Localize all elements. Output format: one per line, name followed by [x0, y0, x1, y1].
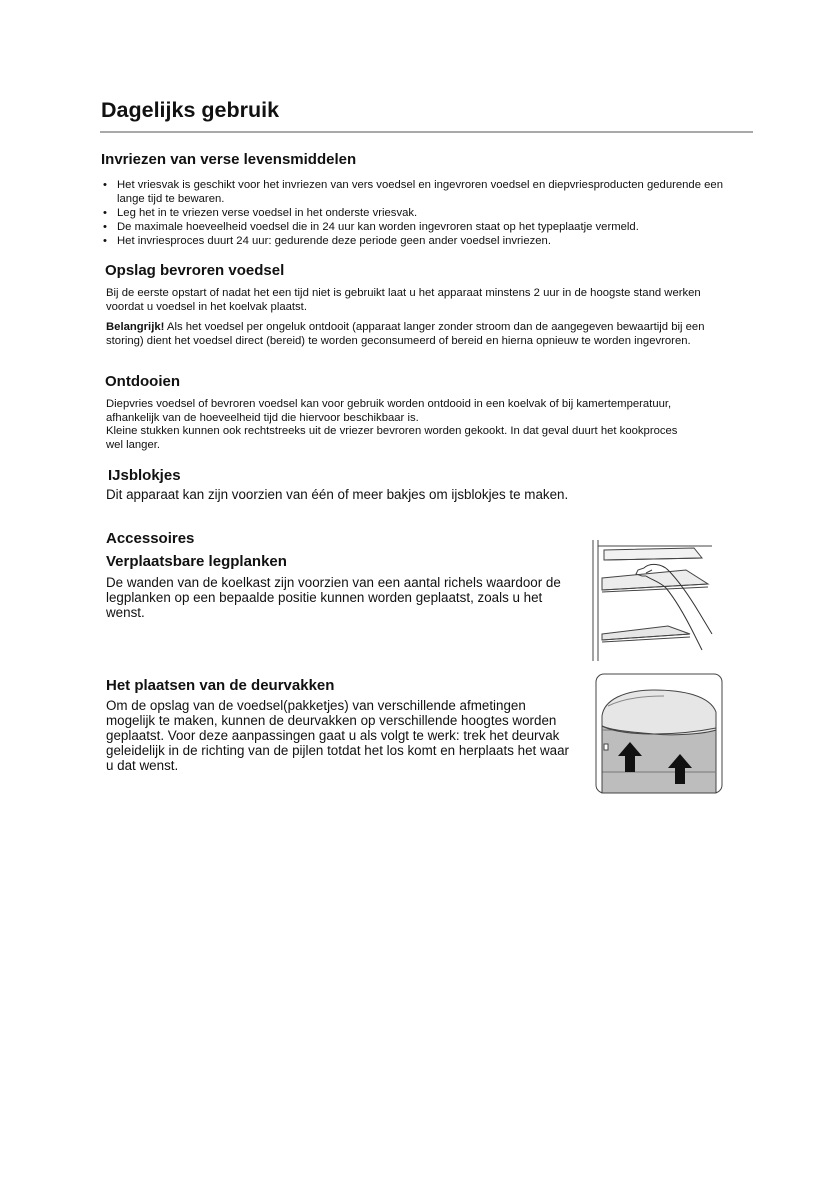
list-item: • Leg het in te vriezen verse voedsel in het onderste vriesvak.: [103, 206, 418, 219]
shelves-illustration: [590, 540, 714, 662]
bullet-icon: •: [103, 206, 107, 219]
storage-important-paragraph: Belangrijk! Als het voedsel per ongeluk ontdooit (apparaat langer zonder stroom dan de aangegeven bewaartijd bij een storing) dient het voedsel direct (bereid) te worden geconsumeerd of bereid en hierna opnieuw te worden ingevroren.: [106, 321, 705, 347]
storage-body: [106, 287, 706, 355]
list-item: • Het vriesvak is geschikt voor het invriezen van vers voedsel en ingevroren voedsel en diepvriesproducten gedurende een lange tijd te bewaren.: [103, 179, 723, 205]
storage-paragraph: Bij de eerste opstart of nadat het een tijd niet is gebruikt laat u het apparaat minstens 2 uur in de hoogste stand werken voordat u voedsel in het koelvak plaatst.: [106, 287, 701, 313]
door-text: Om de opslag van de voedsel(pakketjes) van verschillende afmetingen mogelijk te maken, kunnen de deurvakken op verschillende hoogtes worden geplaatst. Voor deze aanpassingen gaat u als volgt te werk: trek het deurvak geleidelijk in de richting van de pijlen totdat het los komt en herplaats het waar u dat wenst.: [106, 698, 569, 773]
thaw-paragraph-2: Kleine stukken kunnen ook rechtstreeks uit de vriezer bevroren worden gekookt. In dat geval duurt het kookproces wel langer.: [106, 425, 678, 451]
bullet-icon: •: [103, 235, 107, 248]
subsection-heading-door: Het plaatsen van de deurvakken: [106, 677, 335, 694]
freeze-bullet-list: [103, 179, 723, 250]
section-heading-thaw: Ontdooien: [105, 373, 180, 390]
section-heading-storage: Opslag bevroren voedsel: [105, 262, 285, 279]
title-divider: [100, 131, 753, 133]
ice-text: Dit apparaat kan zijn voorzien van één of meer bakjes om ijsblokjes te maken.: [106, 487, 569, 502]
door-bin-illustration: [594, 672, 724, 794]
thaw-paragraph-1: Diepvries voedsel of bevroren voedsel kan voor gebruik worden ontdooid in een koelvak of bij kamertemperatuur, afhankelijk van de hoeveelheid tijd die hiervoor beschikbaar is.: [106, 398, 672, 424]
section-heading-freeze: Invriezen van verse levensmiddelen: [101, 151, 357, 168]
list-item: • De maximale hoeveelheid voedsel die in 24 uur kan worden ingevroren staat op het typeplaatje vermeld.: [103, 221, 639, 234]
page-title: Dagelijks gebruik: [101, 98, 280, 122]
bullet-icon: •: [103, 221, 107, 234]
shelves-text: De wanden van de koelkast zijn voorzien van een aantal richels waardoor de legplanken op een bepaalde positie kunnen worden geplaatst, zoals u het wenst.: [106, 575, 561, 620]
important-label: Belangrijk!: [106, 321, 165, 333]
thaw-body: [106, 398, 696, 452]
section-heading-ice: IJsblokjes: [108, 467, 181, 484]
subsection-heading-shelves: Verplaatsbare legplanken: [106, 553, 287, 570]
bullet-icon: •: [103, 179, 107, 191]
list-item: • Het invriesproces duurt 24 uur: gedurende deze periode geen ander voedsel invriezen.: [103, 235, 551, 248]
section-heading-accessories: Accessoires: [106, 530, 195, 547]
